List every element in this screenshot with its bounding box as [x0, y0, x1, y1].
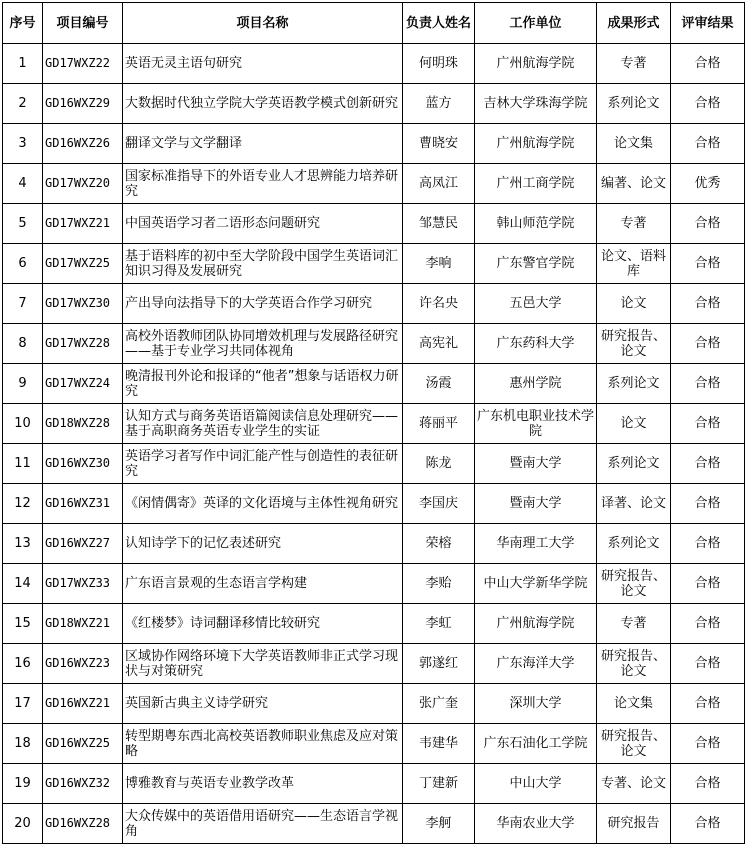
cell-leader: 何明珠 — [403, 44, 475, 84]
table-row — [3, 324, 745, 364]
cell-name: 中国英语学习者二语形态问题研究 — [123, 204, 403, 244]
cell-idx: 8 — [3, 324, 43, 364]
cell-form: 论文集 — [597, 684, 671, 724]
cell-name: 《红楼梦》诗词翻译移情比较研究 — [123, 604, 403, 644]
cell-form: 系列论文 — [597, 524, 671, 564]
cell-name: 大众传媒中的英语借用语研究——生态语言学视角 — [123, 804, 403, 844]
cell-form: 系列论文 — [597, 444, 671, 484]
cell-form: 研究报告、论文 — [597, 724, 671, 764]
cell-unit: 广东药科大学 — [475, 324, 597, 364]
cell-idx: 1 — [3, 44, 43, 84]
cell-idx: 7 — [3, 284, 43, 324]
cell-result: 合格 — [671, 244, 745, 284]
cell-leader: 李虹 — [403, 604, 475, 644]
cell-form: 研究报告、论文 — [597, 324, 671, 364]
cell-name: 广东语言景观的生态语言学构建 — [123, 564, 403, 604]
table-row — [3, 124, 745, 164]
cell-form: 专著 — [597, 204, 671, 244]
cell-code: GD17WXZ24 — [43, 364, 123, 404]
header-result: 评审结果 — [671, 3, 745, 44]
cell-result: 合格 — [671, 644, 745, 684]
header-idx: 序号 — [3, 3, 43, 44]
cell-idx: 20 — [3, 804, 43, 844]
cell-result: 合格 — [671, 484, 745, 524]
cell-idx: 13 — [3, 524, 43, 564]
cell-unit: 暨南大学 — [475, 484, 597, 524]
cell-code: GD16WXZ28 — [43, 804, 123, 844]
table-row — [3, 444, 745, 484]
cell-leader: 邹慧民 — [403, 204, 475, 244]
cell-unit: 广州航海学院 — [475, 124, 597, 164]
table-row — [3, 404, 745, 444]
header-form: 成果形式 — [597, 3, 671, 44]
cell-result: 优秀 — [671, 164, 745, 204]
cell-name: 产出导向法指导下的大学英语合作学习研究 — [123, 284, 403, 324]
cell-idx: 11 — [3, 444, 43, 484]
results-table — [2, 2, 745, 844]
cell-leader: 张广奎 — [403, 684, 475, 724]
cell-name: 《闲情偶寄》英译的文化语境与主体性视角研究 — [123, 484, 403, 524]
cell-form: 研究报告 — [597, 804, 671, 844]
cell-code: GD17WXZ33 — [43, 564, 123, 604]
cell-leader: 许名央 — [403, 284, 475, 324]
cell-leader: 高宪礼 — [403, 324, 475, 364]
cell-name: 晚清报刊外论和报译的“他者”想象与话语权力研究 — [123, 364, 403, 404]
cell-idx: 4 — [3, 164, 43, 204]
cell-code: GD16WXZ31 — [43, 484, 123, 524]
cell-idx: 2 — [3, 84, 43, 124]
cell-name: 英语学习者写作中词汇能产性与创造性的表征研究 — [123, 444, 403, 484]
table-row — [3, 804, 745, 844]
cell-code: GD16WXZ25 — [43, 724, 123, 764]
cell-unit: 深圳大学 — [475, 684, 597, 724]
table-row — [3, 284, 745, 324]
cell-code: GD16WXZ21 — [43, 684, 123, 724]
cell-unit: 广东警官学院 — [475, 244, 597, 284]
table-row — [3, 604, 745, 644]
cell-unit: 广州航海学院 — [475, 604, 597, 644]
cell-code: GD16WXZ29 — [43, 84, 123, 124]
cell-leader: 李响 — [403, 244, 475, 284]
cell-name: 翻译文学与文学翻译 — [123, 124, 403, 164]
cell-form: 专著 — [597, 44, 671, 84]
table-row — [3, 364, 745, 404]
cell-idx: 15 — [3, 604, 43, 644]
cell-code: GD17WXZ22 — [43, 44, 123, 84]
cell-name: 认知方式与商务英语语篇阅读信息处理研究——基于高职商务英语专业学生的实证 — [123, 404, 403, 444]
table-row — [3, 244, 745, 284]
cell-code: GD16WXZ30 — [43, 444, 123, 484]
table-row — [3, 684, 745, 724]
cell-form: 系列论文 — [597, 364, 671, 404]
cell-code: GD17WXZ21 — [43, 204, 123, 244]
cell-idx: 18 — [3, 724, 43, 764]
cell-form: 专著、论文 — [597, 764, 671, 804]
cell-form: 研究报告、论文 — [597, 644, 671, 684]
table-row — [3, 764, 745, 804]
cell-code: GD18WXZ28 — [43, 404, 123, 444]
cell-code: GD17WXZ30 — [43, 284, 123, 324]
cell-idx: 12 — [3, 484, 43, 524]
cell-form: 专著 — [597, 604, 671, 644]
cell-name: 区域协作网络环境下大学英语教师非正式学习现状与对策研究 — [123, 644, 403, 684]
cell-name: 大数据时代独立学院大学英语教学模式创新研究 — [123, 84, 403, 124]
cell-leader: 李贻 — [403, 564, 475, 604]
cell-unit: 惠州学院 — [475, 364, 597, 404]
cell-code: GD16WXZ26 — [43, 124, 123, 164]
cell-name: 博雅教育与英语专业教学改革 — [123, 764, 403, 804]
cell-unit: 广州航海学院 — [475, 44, 597, 84]
cell-form: 论文 — [597, 404, 671, 444]
cell-idx: 9 — [3, 364, 43, 404]
header-name: 项目名称 — [123, 3, 403, 44]
cell-form: 编著、论文 — [597, 164, 671, 204]
cell-unit: 广州工商学院 — [475, 164, 597, 204]
cell-name: 国家标准指导下的外语专业人才思辨能力培养研究 — [123, 164, 403, 204]
table-row — [3, 564, 745, 604]
cell-form: 系列论文 — [597, 84, 671, 124]
table-row — [3, 44, 745, 84]
cell-code: GD17WXZ20 — [43, 164, 123, 204]
cell-form: 译著、论文 — [597, 484, 671, 524]
cell-leader: 蓝方 — [403, 84, 475, 124]
cell-result: 合格 — [671, 684, 745, 724]
cell-code: GD16WXZ32 — [43, 764, 123, 804]
cell-code: GD17WXZ25 — [43, 244, 123, 284]
cell-leader: 李舸 — [403, 804, 475, 844]
cell-unit: 暨南大学 — [475, 444, 597, 484]
cell-result: 合格 — [671, 804, 745, 844]
cell-name: 转型期粤东西北高校英语教师职业焦虑及应对策略 — [123, 724, 403, 764]
cell-result: 合格 — [671, 564, 745, 604]
cell-code: GD18WXZ21 — [43, 604, 123, 644]
cell-idx: 14 — [3, 564, 43, 604]
cell-code: GD17WXZ28 — [43, 324, 123, 364]
table-row — [3, 724, 745, 764]
cell-idx: 5 — [3, 204, 43, 244]
table-row — [3, 84, 745, 124]
cell-result: 合格 — [671, 444, 745, 484]
cell-name: 高校外语教师团队协同增效机理与发展路径研究——基于专业学习共同体视角 — [123, 324, 403, 364]
cell-leader: 荣榕 — [403, 524, 475, 564]
cell-leader: 陈龙 — [403, 444, 475, 484]
cell-unit: 吉林大学珠海学院 — [475, 84, 597, 124]
cell-leader: 郭遂红 — [403, 644, 475, 684]
cell-idx: 17 — [3, 684, 43, 724]
cell-result: 合格 — [671, 324, 745, 364]
cell-result: 合格 — [671, 404, 745, 444]
header-unit: 工作单位 — [475, 3, 597, 44]
cell-code: GD16WXZ23 — [43, 644, 123, 684]
cell-idx: 16 — [3, 644, 43, 684]
cell-result: 合格 — [671, 204, 745, 244]
header-row — [3, 3, 745, 44]
table-body — [3, 44, 745, 844]
cell-idx: 6 — [3, 244, 43, 284]
cell-name: 英语无灵主语句研究 — [123, 44, 403, 84]
cell-name: 认知诗学下的记忆表述研究 — [123, 524, 403, 564]
cell-name: 英国新古典主义诗学研究 — [123, 684, 403, 724]
cell-unit: 韩山师范学院 — [475, 204, 597, 244]
header-leader: 负责人姓名 — [403, 3, 475, 44]
cell-unit: 华南农业大学 — [475, 804, 597, 844]
table-row — [3, 524, 745, 564]
cell-leader: 曹晓安 — [403, 124, 475, 164]
cell-result: 合格 — [671, 764, 745, 804]
cell-form: 论文集 — [597, 124, 671, 164]
cell-unit: 广东机电职业技术学院 — [475, 404, 597, 444]
cell-result: 合格 — [671, 124, 745, 164]
header-code: 项目编号 — [43, 3, 123, 44]
cell-result: 合格 — [671, 284, 745, 324]
cell-name: 基于语料库的初中至大学阶段中国学生英语词汇知识习得及发展研究 — [123, 244, 403, 284]
cell-form: 论文、语料库 — [597, 244, 671, 284]
cell-leader: 李国庆 — [403, 484, 475, 524]
cell-unit: 中山大学新华学院 — [475, 564, 597, 604]
cell-idx: 10 — [3, 404, 43, 444]
cell-leader: 韦建华 — [403, 724, 475, 764]
table-row — [3, 164, 745, 204]
cell-form: 论文 — [597, 284, 671, 324]
cell-result: 合格 — [671, 524, 745, 564]
table-row — [3, 484, 745, 524]
cell-unit: 广东海洋大学 — [475, 644, 597, 684]
cell-idx: 19 — [3, 764, 43, 804]
cell-result: 合格 — [671, 44, 745, 84]
cell-result: 合格 — [671, 724, 745, 764]
cell-result: 合格 — [671, 84, 745, 124]
table-row — [3, 644, 745, 684]
cell-unit: 中山大学 — [475, 764, 597, 804]
cell-result: 合格 — [671, 364, 745, 404]
cell-idx: 3 — [3, 124, 43, 164]
table-row — [3, 204, 745, 244]
cell-form: 研究报告、论文 — [597, 564, 671, 604]
cell-leader: 蒋丽平 — [403, 404, 475, 444]
cell-code: GD16WXZ27 — [43, 524, 123, 564]
cell-leader: 高凤江 — [403, 164, 475, 204]
cell-unit: 华南理工大学 — [475, 524, 597, 564]
cell-leader: 汤霞 — [403, 364, 475, 404]
cell-result: 合格 — [671, 604, 745, 644]
cell-leader: 丁建新 — [403, 764, 475, 804]
cell-unit: 广东石油化工学院 — [475, 724, 597, 764]
cell-unit: 五邑大学 — [475, 284, 597, 324]
